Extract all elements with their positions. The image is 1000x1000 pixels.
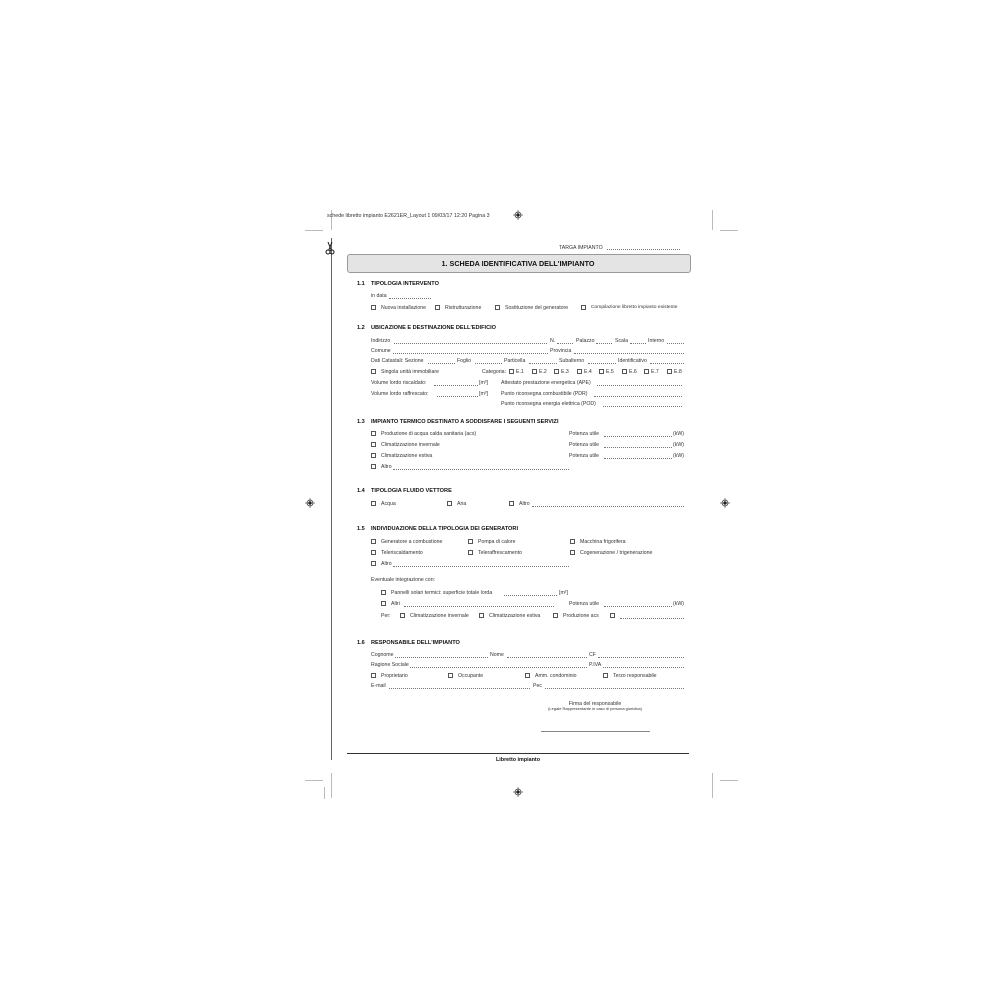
categoria-checkbox[interactable] xyxy=(622,369,627,374)
particella-field[interactable] xyxy=(529,363,557,364)
nome-field[interactable] xyxy=(507,657,587,658)
checkbox-label: Climatizzazione invernale xyxy=(381,442,440,448)
numero-label: N. xyxy=(550,338,556,344)
ape-label: Attestato prestazione energetica (APE) xyxy=(501,380,591,386)
sostituzione-checkbox[interactable] xyxy=(495,305,500,310)
checkbox-label: Teleriscaldamento xyxy=(381,550,423,556)
checkbox-label: Climatizzazione estiva xyxy=(381,453,433,459)
teleraffrescamento-checkbox[interactable] xyxy=(468,550,473,555)
unit-label: (kW) xyxy=(673,601,684,607)
altro-field[interactable] xyxy=(393,469,569,470)
section-heading: TIPOLOGIA FLUIDO VETTORE xyxy=(371,488,452,494)
ape-field[interactable] xyxy=(597,385,682,386)
section-heading: RESPONSABILE DELL'IMPIANTO xyxy=(371,640,460,646)
pompa-calore-checkbox[interactable] xyxy=(468,539,473,544)
identificativo-label: Identificativo xyxy=(618,358,647,364)
firma-label: Firma del responsabile xyxy=(568,701,622,707)
unit-label: (kW) xyxy=(673,431,684,437)
per-invernale-checkbox[interactable] xyxy=(400,613,405,618)
checkbox-label: Amm. condominio xyxy=(535,673,577,679)
checkbox-label: Sostituzione del generatore xyxy=(505,305,569,311)
email-field[interactable] xyxy=(389,688,530,689)
potenza-field[interactable] xyxy=(604,606,672,607)
clim-estiva-checkbox[interactable] xyxy=(371,453,376,458)
crop-mark xyxy=(712,210,713,230)
section-heading: TIPOLOGIA INTERVENTO xyxy=(371,281,439,287)
section-number: 1.6 xyxy=(357,640,365,646)
checkbox-label: Produzione di acqua calda sanitaria (acs) xyxy=(381,431,477,437)
firma-sublabel: (Legale Rappresentante in caso di persona giuridica) xyxy=(548,706,642,711)
unit-label: (kW) xyxy=(673,453,684,459)
pannelli-checkbox[interactable] xyxy=(381,590,386,595)
section-number: 1.2 xyxy=(357,325,365,331)
checkbox-label: Altri xyxy=(391,601,400,607)
section-number: 1.3 xyxy=(357,419,365,425)
checkbox-label: Nuova installazione xyxy=(381,305,426,311)
categoria-option: E.2 xyxy=(539,369,547,375)
compilazione-checkbox[interactable] xyxy=(581,305,586,310)
per-estiva-checkbox[interactable] xyxy=(479,613,484,618)
crop-mark xyxy=(712,773,713,798)
foglio-field[interactable] xyxy=(475,363,502,364)
targa-label: TARGA IMPIANTO xyxy=(559,245,603,251)
crop-mark xyxy=(305,230,323,231)
provincia-label: Provincia xyxy=(550,348,572,354)
checkbox-label: Ristrutturazione xyxy=(445,305,482,311)
cognome-field[interactable] xyxy=(395,657,488,658)
interno-field[interactable] xyxy=(667,343,684,344)
nome-label: Nome xyxy=(490,652,504,658)
altri-field[interactable] xyxy=(404,606,554,607)
footer-rule xyxy=(347,753,689,754)
foglio-label: Foglio xyxy=(457,358,472,364)
palazzo-label: Palazzo xyxy=(576,338,595,344)
footer-label: Libretto impianto xyxy=(495,757,541,763)
registration-mark-icon xyxy=(720,498,730,508)
altro-checkbox[interactable] xyxy=(371,464,376,469)
checkbox-label: Singola unità immobiliare xyxy=(381,369,439,375)
categoria-label: Categoria: xyxy=(482,369,506,375)
categoria-option: E.4 xyxy=(584,369,592,375)
interno-label: Interno xyxy=(648,338,665,344)
vol-risc-field[interactable] xyxy=(434,385,478,386)
registration-mark-icon xyxy=(513,787,523,797)
crop-mark xyxy=(720,230,738,231)
pdr-field[interactable] xyxy=(594,396,682,397)
comune-label: Comune xyxy=(371,348,391,354)
section-heading: IMPIANTO TERMICO DESTINATO A SODDISFARE I SEGUENTI SERVIZI xyxy=(371,419,559,425)
categoria-checkbox[interactable] xyxy=(554,369,559,374)
per-label: Per: xyxy=(381,613,391,619)
categoria-option: E.7 xyxy=(651,369,659,375)
firma-signature-line[interactable] xyxy=(541,731,650,732)
superficie-field[interactable] xyxy=(504,595,557,596)
per-other-field[interactable] xyxy=(620,618,684,619)
potenza-label: Potenza utile xyxy=(569,442,599,448)
sezione-field[interactable] xyxy=(428,363,455,364)
vol-raff-label: Volume lordo raffrescato: xyxy=(371,391,429,397)
section-number: 1.5 xyxy=(357,526,365,532)
checkbox-label: Occupante xyxy=(458,673,484,679)
pec-field[interactable] xyxy=(545,688,684,689)
terzo-responsabile-checkbox[interactable] xyxy=(603,673,608,678)
unit-label: [m²] xyxy=(559,590,568,596)
categoria-option: E.5 xyxy=(606,369,614,375)
altro-checkbox[interactable] xyxy=(371,561,376,566)
occupante-checkbox[interactable] xyxy=(448,673,453,678)
identificativo-field[interactable] xyxy=(650,363,684,364)
acs-checkbox[interactable] xyxy=(371,431,376,436)
crop-mark xyxy=(720,780,738,781)
targa-field[interactable] xyxy=(607,249,680,250)
checkbox-label: Cogenerazione / trigenerazione xyxy=(580,550,653,556)
checkbox-label: Generatore a combustione xyxy=(381,539,443,545)
cf-label: CF xyxy=(589,652,596,658)
categoria-checkbox[interactable] xyxy=(509,369,514,374)
clim-invernale-checkbox[interactable] xyxy=(371,442,376,447)
pec-label: Pec xyxy=(533,683,542,689)
checkbox-label: Aria xyxy=(457,501,467,507)
scissors-icon xyxy=(325,241,335,255)
categoria-option: E.6 xyxy=(629,369,637,375)
scala-label: Scala xyxy=(615,338,628,344)
numero-field[interactable] xyxy=(557,343,573,344)
cogenerazione-checkbox[interactable] xyxy=(570,550,575,555)
indirizzo-label: Indirizzo xyxy=(371,338,391,344)
unit-label: [m³] xyxy=(479,391,488,397)
section-number: 1.1 xyxy=(357,281,365,287)
piva-label: P.IVA xyxy=(589,662,602,668)
categoria-checkbox[interactable] xyxy=(577,369,582,374)
categoria-checkbox[interactable] xyxy=(667,369,672,374)
gen-combustione-checkbox[interactable] xyxy=(371,539,376,544)
categoria-checkbox[interactable] xyxy=(532,369,537,374)
pdr-label: Punto riconsegna combustibile (PDR) xyxy=(501,391,588,397)
teleriscaldamento-checkbox[interactable] xyxy=(371,550,376,555)
categoria-option: E.3 xyxy=(561,369,569,375)
potenza-field[interactable] xyxy=(604,458,672,459)
scala-field[interactable] xyxy=(630,343,646,344)
ristrutturazione-checkbox[interactable] xyxy=(435,305,440,310)
indirizzo-field[interactable] xyxy=(394,343,547,344)
crop-mark xyxy=(305,780,323,781)
altro-checkbox[interactable] xyxy=(509,501,514,506)
amm-condominio-checkbox[interactable] xyxy=(525,673,530,678)
registration-mark-icon xyxy=(305,498,315,508)
cf-field[interactable] xyxy=(598,657,684,658)
potenza-label: Potenza utile xyxy=(569,431,599,437)
pod-label: Punto riconsegna energia elettrica (POD) xyxy=(501,401,596,407)
unit-label: (kW) xyxy=(673,442,684,448)
cognome-label: Cognome xyxy=(371,652,394,658)
checkbox-label: Produzione acs xyxy=(563,613,599,619)
palazzo-field[interactable] xyxy=(596,343,612,344)
categoria-checkbox[interactable] xyxy=(644,369,649,374)
comune-field[interactable] xyxy=(393,353,548,354)
unit-label: [m³] xyxy=(479,380,488,386)
checkbox-label: Pannelli solari termici: superficie totale lorda xyxy=(391,590,493,596)
checkbox-label: Proprietario xyxy=(381,673,408,679)
per-acs-checkbox[interactable] xyxy=(553,613,558,618)
potenza-label: Potenza utile xyxy=(569,453,599,459)
categoria-option: E.1 xyxy=(516,369,524,375)
page-edge-line xyxy=(331,238,332,760)
date-field[interactable] xyxy=(389,298,431,299)
provincia-field[interactable] xyxy=(574,353,684,354)
singola-unita-checkbox[interactable] xyxy=(371,369,376,374)
section-number: 1.4 xyxy=(357,488,365,494)
subalterno-field[interactable] xyxy=(588,363,616,364)
section-heading: INDIVIDUAZIONE DELLA TIPOLOGIA DEI GENERATORI xyxy=(371,526,518,532)
crop-mark xyxy=(331,773,332,798)
crop-mark xyxy=(324,787,325,799)
checkbox-label: Altro xyxy=(381,464,392,470)
ragione-field[interactable] xyxy=(410,667,587,668)
checkbox-label: Acqua xyxy=(381,501,396,507)
potenza-label: Potenza utile xyxy=(569,601,599,607)
potenza-field[interactable] xyxy=(604,436,672,437)
catastali-label: Dati Catastali: Sezione xyxy=(371,358,424,364)
piva-field[interactable] xyxy=(603,667,684,668)
vol-risc-label: Volume lordo riscaldato: xyxy=(371,380,427,386)
checkbox-label: Climatizzazione invernale xyxy=(410,613,469,619)
checkbox-label: Altro xyxy=(381,561,392,567)
checkbox-label: Terzo responsabile xyxy=(613,673,657,679)
per-other-checkbox[interactable] xyxy=(610,613,615,618)
proprietario-checkbox[interactable] xyxy=(371,673,376,678)
vol-raff-field[interactable] xyxy=(437,396,478,397)
altri-checkbox[interactable] xyxy=(381,601,386,606)
ragione-label: Ragione Sociale xyxy=(371,662,409,668)
particella-label: Particella xyxy=(504,358,526,364)
nuova-installazione-checkbox[interactable] xyxy=(371,305,376,310)
checkbox-label: Teleraffrescamento xyxy=(478,550,523,556)
categoria-option: E.8 xyxy=(674,369,682,375)
altro-field[interactable] xyxy=(393,566,569,567)
section-heading: UBICAZIONE E DESTINAZIONE DELL'EDIFICIO xyxy=(371,325,497,331)
page-title: 1. SCHEDA IDENTIFICATIVA DELL'IMPIANTO xyxy=(441,259,595,268)
altro-field[interactable] xyxy=(532,506,684,507)
file-info: schede libretto impianto E2621ER_Layout 1 09/03/17 12:20 Pagina 3 xyxy=(327,213,490,219)
checkbox-label: Pompa di calore xyxy=(478,539,516,545)
email-label: E-mail xyxy=(371,683,386,689)
potenza-field[interactable] xyxy=(604,447,672,448)
checkbox-label: Macchina frigorifera xyxy=(580,539,626,545)
eventuale-label: Eventuale integrazione con: xyxy=(371,577,436,583)
acqua-checkbox[interactable] xyxy=(371,501,376,506)
macchina-frigorifera-checkbox[interactable] xyxy=(570,539,575,544)
pod-field[interactable] xyxy=(603,406,682,407)
checkbox-label: Climatizzazione estiva xyxy=(489,613,541,619)
registration-mark-icon xyxy=(513,210,523,220)
date-label: in data xyxy=(371,293,387,299)
checkbox-label: Altro xyxy=(519,501,530,507)
checkbox-label: Compilazione libretto impianto esistente xyxy=(591,305,678,310)
categoria-checkbox[interactable] xyxy=(599,369,604,374)
aria-checkbox[interactable] xyxy=(447,501,452,506)
subalterno-label: Subalterno xyxy=(559,358,585,364)
